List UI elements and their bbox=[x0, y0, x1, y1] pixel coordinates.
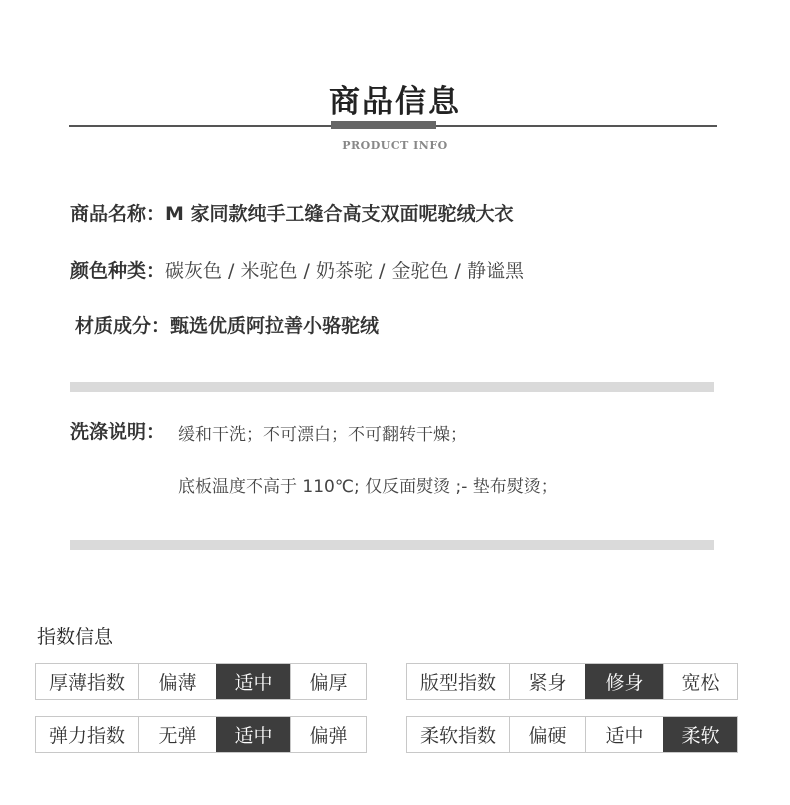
page-title: 商品信息 bbox=[329, 84, 461, 120]
thickness-option[interactable]: 偏薄 bbox=[138, 664, 216, 699]
title-divider-accent bbox=[331, 121, 436, 129]
fit-option[interactable]: 宽松 bbox=[663, 664, 737, 699]
softness-option[interactable]: 柔软 bbox=[663, 717, 737, 752]
product-name-value: M 家同款纯手工缝合高支双面呢驼绒大衣 bbox=[165, 203, 514, 225]
elasticity-option[interactable]: 适中 bbox=[216, 717, 290, 752]
material-value: 甄选优质阿拉善小骆驼绒 bbox=[170, 315, 380, 337]
material-label: 材质成分： bbox=[75, 315, 171, 337]
color-row bbox=[70, 256, 524, 283]
page-subtitle: PRODUCT INFO bbox=[342, 139, 448, 152]
color-label: 颜色种类： bbox=[70, 260, 166, 282]
wash-line-2: 底板温度不高于 110℃; 仅反面熨烫 ;- 垫布熨烫； bbox=[178, 477, 558, 497]
index-title: 指数信息 bbox=[37, 626, 114, 648]
thickness-index-label: 厚薄指数 bbox=[48, 672, 125, 694]
section-divider bbox=[70, 382, 714, 392]
softness-option[interactable]: 偏硬 bbox=[509, 717, 585, 752]
fit-index-label: 版型指数 bbox=[419, 672, 496, 694]
softness-index-label: 柔软指数 bbox=[419, 725, 496, 747]
thickness-index bbox=[35, 663, 367, 700]
fit-option[interactable]: 修身 bbox=[585, 664, 663, 699]
material-row bbox=[75, 311, 379, 338]
fit-index bbox=[406, 663, 738, 700]
thickness-option[interactable]: 偏厚 bbox=[290, 664, 366, 699]
elasticity-index bbox=[35, 716, 367, 753]
softness-option[interactable]: 适中 bbox=[585, 717, 663, 752]
color-value: 碳灰色 / 米驼色 / 奶茶驼 / 金驼色 / 静谧黑 bbox=[165, 260, 524, 282]
elasticity-option[interactable]: 偏弹 bbox=[290, 717, 366, 752]
wash-label: 洗涤说明： bbox=[70, 421, 166, 443]
fit-option[interactable]: 紧身 bbox=[509, 664, 585, 699]
elasticity-index-label: 弹力指数 bbox=[48, 725, 125, 747]
thickness-option[interactable]: 适中 bbox=[216, 664, 290, 699]
softness-index bbox=[406, 716, 738, 753]
section-divider bbox=[70, 540, 714, 550]
wash-line-1: 缓和干洗；不可漂白；不可翻转干燥； bbox=[178, 425, 467, 445]
product-name-row bbox=[70, 199, 514, 226]
product-name-label: 商品名称： bbox=[70, 203, 166, 225]
elasticity-option[interactable]: 无弹 bbox=[138, 717, 216, 752]
